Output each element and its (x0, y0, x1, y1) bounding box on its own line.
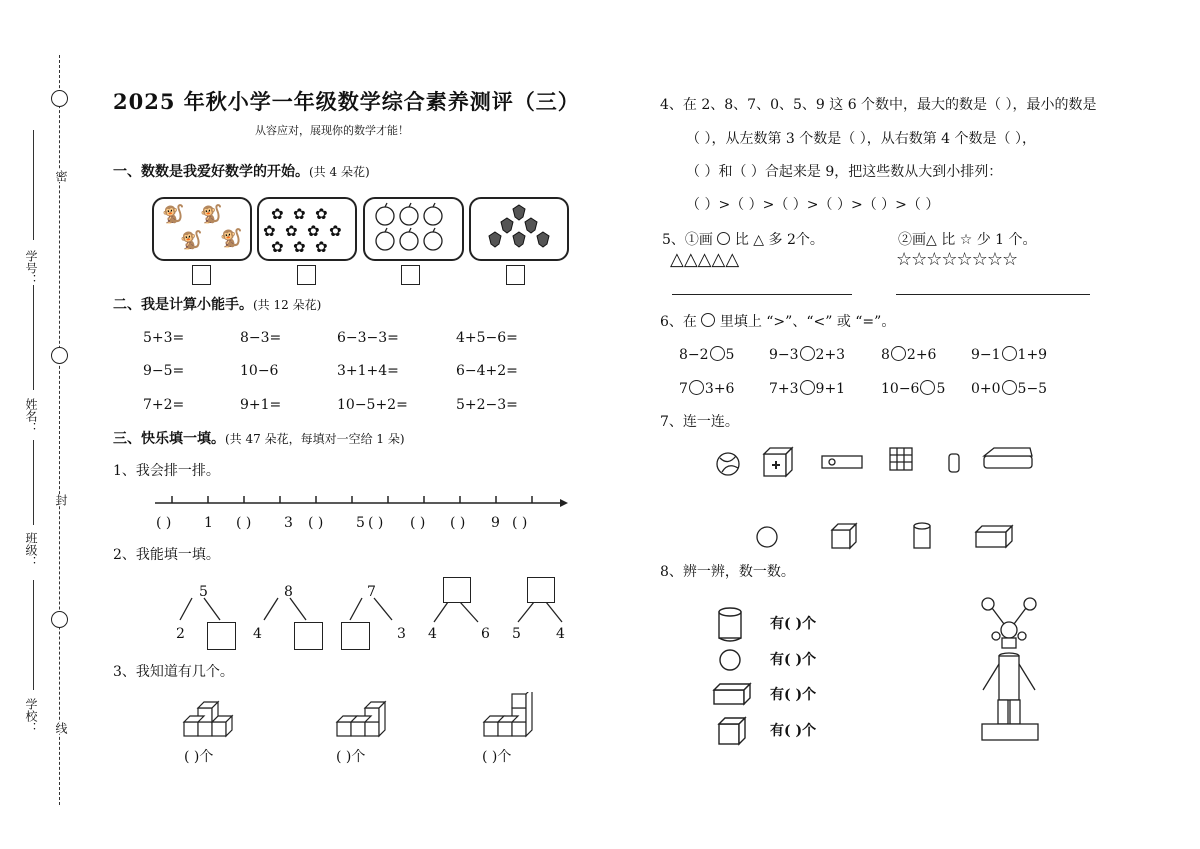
flower-icon: ✿ (315, 238, 328, 256)
binding-hole (51, 347, 68, 364)
bond-right: 6 (481, 626, 490, 642)
q8-label: 8、辨一辨，数一数。 (660, 564, 795, 580)
compare-item: 9−1 1+9 (971, 347, 1048, 363)
calc-item[interactable]: 9−5= (143, 363, 185, 379)
compare-item: 8−2 5 (679, 347, 735, 363)
triangle-icon: △ (753, 232, 765, 248)
flower-icon: ✿ (315, 205, 328, 223)
calc-item[interactable]: 6−3−3= (337, 330, 399, 346)
answer-box[interactable] (192, 265, 211, 285)
calc-item[interactable]: 7+2= (143, 397, 185, 413)
radio-icon (822, 456, 862, 468)
q4-line-1: 4、在 2、8、7、0、5、9 这 6 个数中，最大的数是（ ），最小的数是 (660, 97, 1097, 113)
student-id-label[interactable]: 学号： (24, 250, 38, 286)
number-line-value: 5 (356, 515, 365, 531)
bond-answer-box[interactable] (527, 577, 555, 603)
number-line-slot[interactable]: ( ) (368, 515, 384, 531)
count-answer[interactable]: ( )个 (184, 749, 214, 765)
circle-icon (701, 313, 715, 327)
circle-icon (717, 232, 730, 245)
triangle-icon: △ (926, 232, 937, 248)
q4-line-4[interactable]: （ ）>（ ）>（ ）>（ ）>（ ）>（ ） (686, 197, 940, 213)
bond-answer-box[interactable] (443, 577, 471, 603)
number-line-value: 3 (284, 515, 293, 531)
q5-part-2: ②画△ 比 ☆ 少 1 个。 (898, 232, 1037, 248)
q3-label: 3、我知道有几个。 (113, 664, 234, 680)
compare-item: 0+0 5−5 (971, 381, 1048, 397)
matching-objects (712, 442, 1052, 482)
bond-left: 5 (512, 626, 521, 642)
page-title: 2025 年秋小学一年级数学综合素养测评（三） (113, 89, 580, 114)
apple-picture-box (363, 197, 464, 261)
strawberry-picture-box (469, 197, 569, 261)
seal-char: 线 (54, 722, 68, 734)
calc-item[interactable]: 9+1= (240, 397, 282, 413)
count-spheres[interactable]: 有( )个 (770, 652, 817, 668)
calc-item[interactable]: 3+1+4= (337, 363, 399, 379)
game-box-icon (984, 456, 1032, 468)
dashed-binding-line (59, 55, 60, 805)
bond-answer-box[interactable] (341, 622, 370, 650)
cube-stack-1 (180, 700, 240, 748)
bond-top: 5 (199, 584, 208, 600)
school-line (33, 580, 34, 690)
compare-circle[interactable] (1002, 346, 1017, 361)
q5-answer-line-2[interactable] (896, 294, 1090, 295)
flower-icon: ✿ (329, 222, 342, 240)
calc-item[interactable]: 6−4+2= (456, 363, 518, 379)
q5-answer-line-1[interactable] (672, 294, 852, 295)
compare-item: 10−6 5 (881, 381, 946, 397)
answer-box[interactable] (297, 265, 316, 285)
binding-hole (51, 611, 68, 628)
number-line-slot[interactable]: ( ) (308, 515, 324, 531)
compare-circle[interactable] (689, 380, 704, 395)
strawberry-icon-group (471, 199, 567, 259)
flower-icon: ✿ (263, 222, 276, 240)
q6-label: 6、在 里填上 “>”、“<” 或 “=”。 (660, 314, 896, 330)
sphere-icon (757, 527, 777, 547)
flower-icon: ✿ (271, 205, 284, 223)
bond-left: 4 (253, 626, 262, 642)
seal-char: 封 (54, 494, 68, 506)
compare-circle[interactable] (1002, 380, 1017, 395)
compare-item: 7+3 9+1 (769, 381, 846, 397)
count-answer[interactable]: ( )个 (336, 749, 366, 765)
calc-item[interactable]: 5+2−3= (456, 397, 518, 413)
apple-icon-group (365, 199, 462, 259)
compare-circle[interactable] (920, 380, 935, 395)
cube-stack-2 (333, 700, 393, 748)
rubiks-cube-icon (890, 448, 912, 470)
flower-icon: ✿ (271, 238, 284, 256)
number-line-slot[interactable]: ( ) (450, 515, 466, 531)
binding-hole (51, 90, 68, 107)
number-line-slot[interactable]: ( ) (512, 515, 528, 531)
triangle-row: △△△△△ (670, 249, 740, 270)
robot-figure (968, 590, 1058, 750)
answer-box[interactable] (506, 265, 525, 285)
monkey-picture-box (152, 197, 252, 261)
school-label[interactable]: 学校： (24, 698, 38, 734)
section-1-heading: 一、数数是我爱好数学的开始。(共 4 朵花) (113, 164, 370, 180)
flower-icon: ✿ (307, 222, 320, 240)
q4-line-2: （ ），从左数第 3 个数是（ ），从右数第 4 个数是（ ）， (686, 131, 1036, 147)
cube-icon (719, 724, 739, 744)
number-line-slot[interactable]: ( ) (236, 515, 252, 531)
cuboid-icon (976, 532, 1006, 547)
sphere-icon (720, 650, 740, 670)
compare-item: 7 3+6 (679, 381, 735, 397)
cube-icon (832, 530, 850, 548)
star-icon: ☆ (959, 232, 973, 248)
flower-icon: ✿ (285, 222, 298, 240)
compare-item: 9−3 2+3 (769, 347, 846, 363)
monkey-icon: 🐒 (220, 228, 243, 249)
bond-answer-box[interactable] (207, 622, 236, 650)
bond-left: 2 (176, 626, 185, 642)
calc-item[interactable]: 10−6 (240, 363, 279, 379)
calc-item[interactable]: 5+3= (143, 330, 185, 346)
compare-circle[interactable] (800, 380, 815, 395)
q7-label: 7、连一连。 (660, 414, 739, 430)
flower-picture-box (257, 197, 357, 261)
compare-circle[interactable] (891, 346, 906, 361)
cuboid-icon (714, 690, 744, 704)
solid-shapes-row (752, 520, 1052, 556)
name-line (33, 285, 34, 390)
compare-circle[interactable] (710, 346, 725, 361)
flower-icon: ✿ (293, 238, 306, 256)
monkey-icon: 🐒 (180, 230, 203, 251)
name-label[interactable]: 姓名： (24, 398, 38, 434)
page-subtitle: 从容应对，展现你的数学才能！ (255, 124, 409, 137)
number-line-slot[interactable]: ( ) (410, 515, 426, 531)
answer-box[interactable] (401, 265, 420, 285)
monkey-icon: 🐒 (200, 204, 223, 225)
compare-item: 8 2+6 (881, 347, 937, 363)
section-2-heading: 二、我是计算小能手。(共 12 朵花) (113, 297, 322, 313)
calc-item[interactable]: 8−3= (240, 330, 282, 346)
count-answer[interactable]: ( )个 (482, 749, 512, 765)
number-line-slot[interactable]: ( ) (156, 515, 172, 531)
q1-label: 1、我会排一排。 (113, 463, 220, 479)
number-line (150, 492, 570, 512)
shape-legend (710, 606, 754, 746)
number-line-value: 1 (204, 515, 213, 531)
count-cylinders[interactable]: 有( )个 (770, 616, 817, 632)
bond-left: 4 (428, 626, 437, 642)
count-cuboids[interactable]: 有( )个 (770, 687, 817, 703)
calc-item[interactable]: 10−5+2= (337, 397, 408, 413)
bond-right: 4 (556, 626, 565, 642)
student-id-line (33, 130, 34, 240)
bond-right: 3 (397, 626, 406, 642)
calc-item[interactable]: 4+5−6= (456, 330, 518, 346)
star-row: ☆☆☆☆☆☆☆☆ (896, 249, 1018, 270)
bond-answer-box[interactable] (294, 622, 323, 650)
flower-icon: ✿ (293, 205, 306, 223)
count-cubes[interactable]: 有( )个 (770, 723, 817, 739)
bond-top: 8 (284, 584, 293, 600)
section-3-heading: 三、快乐填一填。(共 47 朵花，每填对一空给 1 朵) (113, 431, 405, 447)
class-line (33, 440, 34, 525)
cube-stack-3 (480, 692, 540, 748)
compare-circle[interactable] (800, 346, 815, 361)
can-icon (949, 454, 959, 472)
q4-line-3: （ ）和（ ）合起来是 9，把这些数从大到小排列： (686, 164, 1003, 180)
q2-label: 2、我能填一填。 (113, 547, 220, 563)
number-line-value: 9 (491, 515, 500, 531)
monkey-icon: 🐒 (162, 204, 185, 225)
q5-part-1: 5、①画 比 △ 多 2个。 (662, 232, 824, 248)
class-label[interactable]: 班级： (24, 532, 38, 568)
seal-char: 密 (54, 170, 68, 182)
bond-top: 7 (367, 584, 376, 600)
